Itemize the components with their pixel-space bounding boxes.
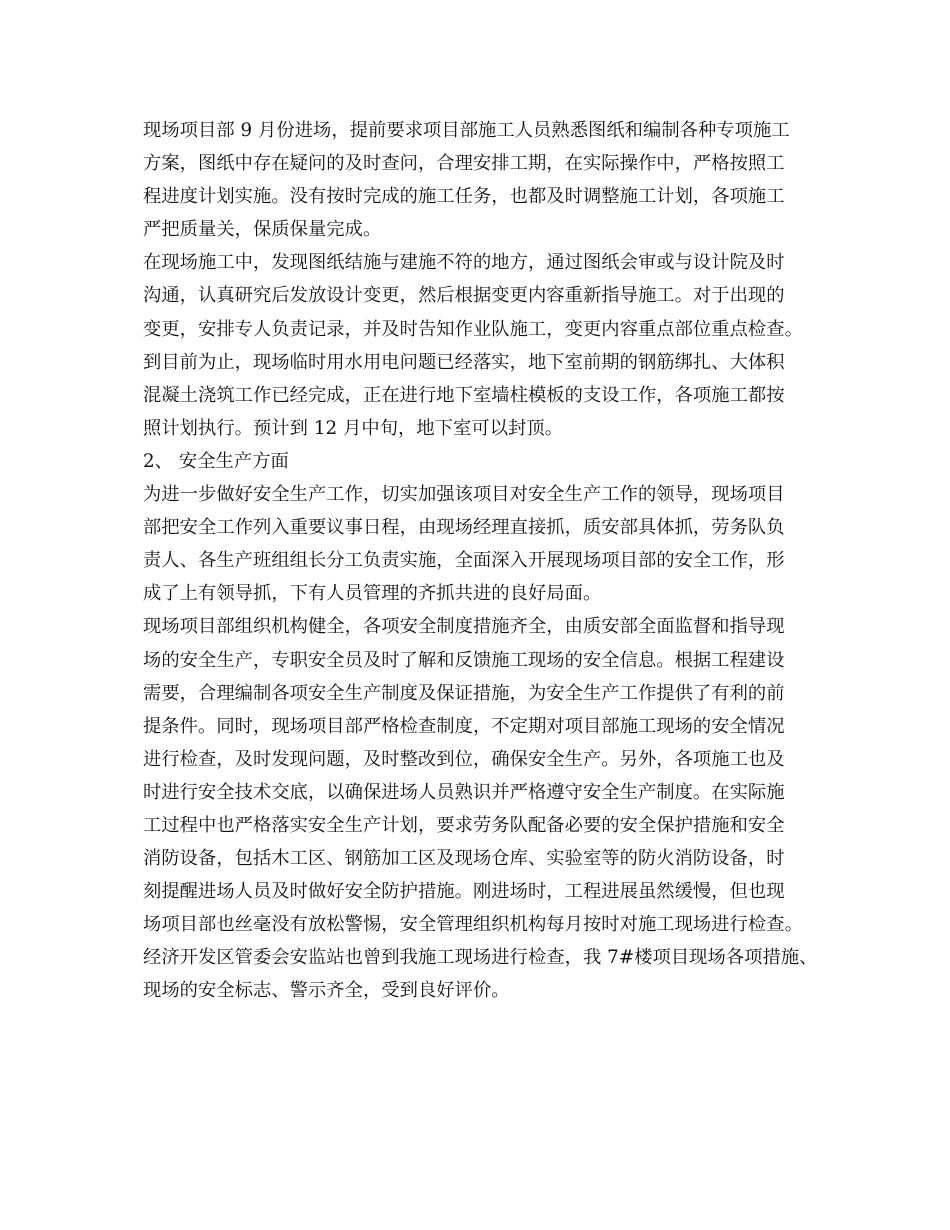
- text-line: 现场项目部 9 月份进场，提前要求项目部施工人员熟悉图纸和编制各种专项施工: [143, 120, 790, 141]
- text-line: 严把质量关，保质保量完成。: [143, 219, 382, 241]
- text-line: 成了上有领导抓，下有人员管理的齐抓共进的良好局面。: [143, 583, 602, 605]
- text-line: 到目前为止，现场临时用水用电问题已经落实，地下室前期的钢筋绑扎、大体积: [143, 351, 785, 373]
- text-line: 消防设备，包括木工区、钢筋加工区及现场仓库、实验室等的防火消防设备，时: [143, 848, 785, 870]
- text-line: 照计划执行。预计到 12 月中旬，地下室可以封顶。: [143, 417, 564, 439]
- text-line: 经济开发区管委会安监站也曾到我施工现场进行检查，我 7#楼项目现场各项措施、: [143, 947, 818, 969]
- text-line: 提条件。同时，现场项目部严格检查制度，不定期对项目部施工现场的安全情况: [143, 715, 785, 737]
- text-line: 时进行安全技术交底，以确保进场人员熟识并严格遵守安全生产制度。在实际施: [143, 781, 785, 803]
- text-line: 在现场施工中，发现图纸结施与建施不符的地方，通过图纸会审或与设计院及时: [143, 252, 785, 274]
- text-line: 进行检查，及时发现问题，及时整改到位，确保安全生产。另外，各项施工也及: [143, 748, 785, 770]
- text-line: 刻提醒进场人员及时做好安全防护措施。刚进场时，工程进展虽然缓慢，但也现: [143, 881, 785, 903]
- text-line: 场的安全生产，专职安全员及时了解和反馈施工现场的安全信息。根据工程建设: [143, 649, 785, 671]
- text-line: 方案，图纸中存在疑问的及时查问，合理安排工期，在实际操作中，严格按照工: [143, 153, 785, 175]
- text-line: 现场的安全标志、警示齐全，受到良好评价。: [143, 980, 510, 1002]
- text-line: 部把安全工作列入重要议事日程，由现场经理直接抓，质安部具体抓，劳务队负: [143, 517, 785, 539]
- text-line: 工过程中也严格落实安全生产计划，要求劳务队配备必要的安全保护措施和安全: [143, 814, 785, 836]
- text-line: 混凝土浇筑工作已经完成，正在进行地下室墙柱模板的支设工作，各项施工都按: [143, 384, 785, 406]
- text-line: 沟通，认真研究后发放设计变更，然后根据变更内容重新指导施工。对于出现的: [143, 285, 785, 307]
- text-line: 变更，安排专人负责记录，并及时告知作业队施工，变更内容重点部位重点检查。: [143, 318, 803, 340]
- text-line: 需要，合理编制各项安全生产制度及保证措施，为安全生产工作提供了有利的前: [143, 682, 785, 704]
- text-line: 场项目部也丝毫没有放松警惕，安全管理组织机构每月按时对施工现场进行检查。: [143, 914, 803, 936]
- text-line: 责人、各生产班组组长分工负责实施，全面深入开展现场项目部的安全工作，形: [143, 550, 785, 572]
- document-body: [143, 114, 818, 1008]
- text-line: 现场项目部组织机构健全，各项安全制度措施齐全，由质安部全面监督和指导现: [143, 616, 785, 638]
- text-line: 程进度计划实施。没有按时完成的施工任务，也都及时调整施工计划，各项施工: [143, 186, 785, 208]
- text-line: 为进一步做好安全生产工作，切实加强该项目对安全生产工作的领导，现场项目: [143, 484, 785, 506]
- section-heading: 2、 安全生产方面: [143, 450, 289, 472]
